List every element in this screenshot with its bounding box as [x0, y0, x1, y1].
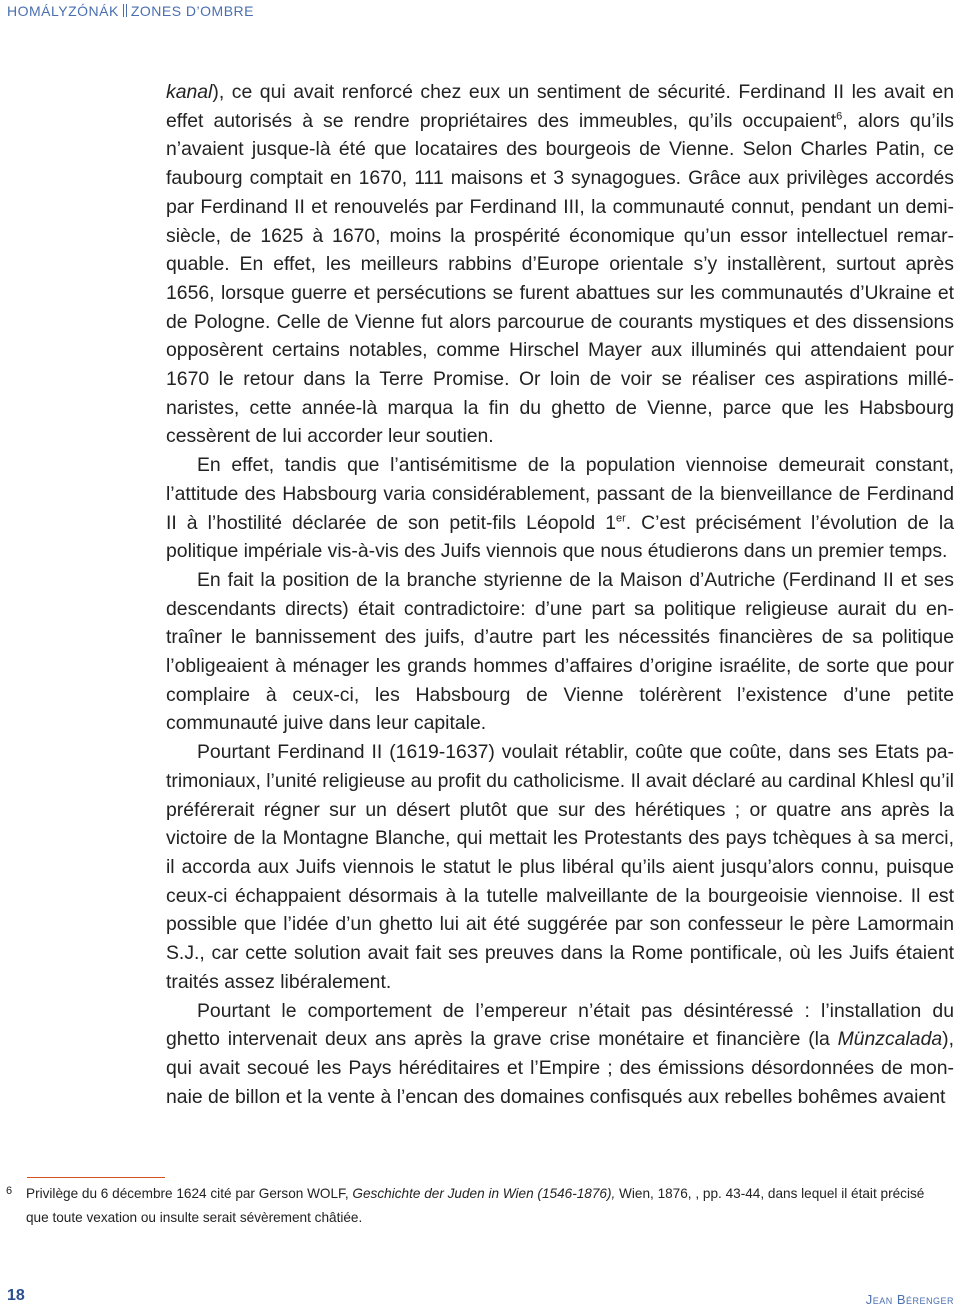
footnote-separator-rule: [27, 1177, 165, 1178]
italic-text: Geschichte der Juden in Wien (1546-1876),: [352, 1186, 616, 1201]
footnote-text: [26, 1182, 946, 1230]
footnote-number: 6: [6, 1185, 13, 1197]
page-number: 18: [7, 1287, 25, 1304]
text-run: Privilège du 6 décembre 1624 cité par Gerson WOLF,: [26, 1186, 353, 1201]
header-french-title: ZONES D’OMBRE: [130, 3, 254, 19]
text-run: En fait la position de la branche styrienne de la Maison d’Autriche (Ferdinand II et ses descendants directs) était contradictoire: d’une part sa politique religieuse aurait du entraîner le bannissement des juifs, d’autre part les nécessités financières de sa politique l’obligeaient à ménager les grands hommes d’affaires d’origine israélite, de sorte que pour complaire à ceux-ci, les Habsbourg de Vienne tolérèrent l’existence d’une petite communauté juive dans leur capitale.: [166, 568, 954, 735]
paragraph: [166, 78, 954, 451]
running-header: [7, 3, 254, 19]
italic-text: Münzcalada: [837, 1028, 943, 1051]
text-run: . C’est précisément l’évolution de la politique impériale vis-à-vis des Juifs viennois que nous étudierons dans un premier temps.: [166, 511, 954, 563]
paragraph: [166, 451, 954, 566]
paragraph: [166, 997, 954, 1112]
author-name: Jean Bérenger: [865, 1292, 954, 1307]
footnote: [6, 1182, 946, 1230]
header-separator: [123, 4, 127, 17]
text-run: ), ce qui avait renforcé chez eux un sentiment de sécurité. Ferdinand II les avait en effet autorisés à se rendre propriétaires des immeubles, qu’ils occupaient: [166, 81, 954, 132]
superscript: 6: [836, 110, 843, 123]
text-run: Wien, 1876, , pp. 43-44, dans lequel il était précisé que toute vexation ou insulte serait sévèrement châtiée.: [26, 1186, 925, 1225]
text-run: Pourtant le comportement de l’empereur n’était pas désintéressé : l’installation du ghetto intervenait deux ans après la grave crise monétaire et financière (la: [166, 999, 954, 1051]
text-run: Pourtant Ferdinand II (1619-1637) voulait rétablir, coûte que coûte, dans ses Etats patrimoniaux, l’unité religieuse au profit du catholicisme. Il avait déclaré au cardinal Khlesl qu’il préférerait régner sur un désert plutôt que sur des hérétiques ; or quatre ans après la victoire de la Montagne Blanche, qui mettait les Protestants des pays tchèques à sa merci, il accorda aux Juifs viennois le statut le plus libéral qu’ils aient jusqu’alors connu, puisque ceux-ci échappaient désormais à la tutelle malveillante de la bourgeoisie viennoise. Il est possible que l’idée d’un ghetto lui ait été suggérée par son confesseur le père Lamormain S.J., car cette solution avait fait ses preuves dans la Rome pontificale, où les Juifs étaient traités assez libéralement.: [166, 741, 954, 993]
superscript: er: [615, 512, 626, 525]
paragraph: [166, 738, 954, 996]
text-run: En effet, tandis que l’antisémitisme de la population viennoise demeurait constant, l’attitude des Habsbourg varia considérablement, passant de la bienveillance de Ferdinand II à l’hostilité déclarée de son petit-fils Léopold 1: [166, 454, 954, 534]
paragraph: [166, 566, 954, 738]
text-run: , alors qu’ils n’avaient jusque-là été que locataires des bourgeois de Vienne. Selon Charles Patin, ce faubourg comptait en 1670, 111 maisons et 3 synagogues. Grâce aux privilèges accordés par Ferdinand II et renouvelés par Ferdinand III, la communauté connut, pendant un demi-siècle, de 1625 à 1670, moins la prospérité économique qu’un essor intellectuel remarquable. En effet, les meilleurs rabbins d’Europe orientale s’y installèrent, surtout après 1656, lorsque guerre et persécutions se furent abattues sur les communautés d’Ukraine et de Pologne. Celle de Vienne fut alors parcourue de courants mystiques et des dissensions opposèrent certains notables, comme Hirschel Mayer aux illuminés qui attendaient pour 1670 le retour dans la Terre Promise. Or loin de voir se réaliser ces aspirations millénaristes, cette année-là marqua la fin du ghetto de Vienne, parce que les Habsbourg cessèrent de lui accorder leur soutien.: [166, 109, 954, 448]
main-body-text: [166, 78, 954, 1111]
italic-text: kanal: [166, 81, 213, 103]
text-run: ), qui avait secoué les Pays héréditaires et l’Empire ; des émissions désordonnées de monnaie de billon et la vente à l’encan des domaines confisqués aux rebelles bohêmes avaient: [166, 1028, 954, 1108]
header-hungarian-title: HOMÁLYZÓNÁK: [7, 3, 119, 19]
